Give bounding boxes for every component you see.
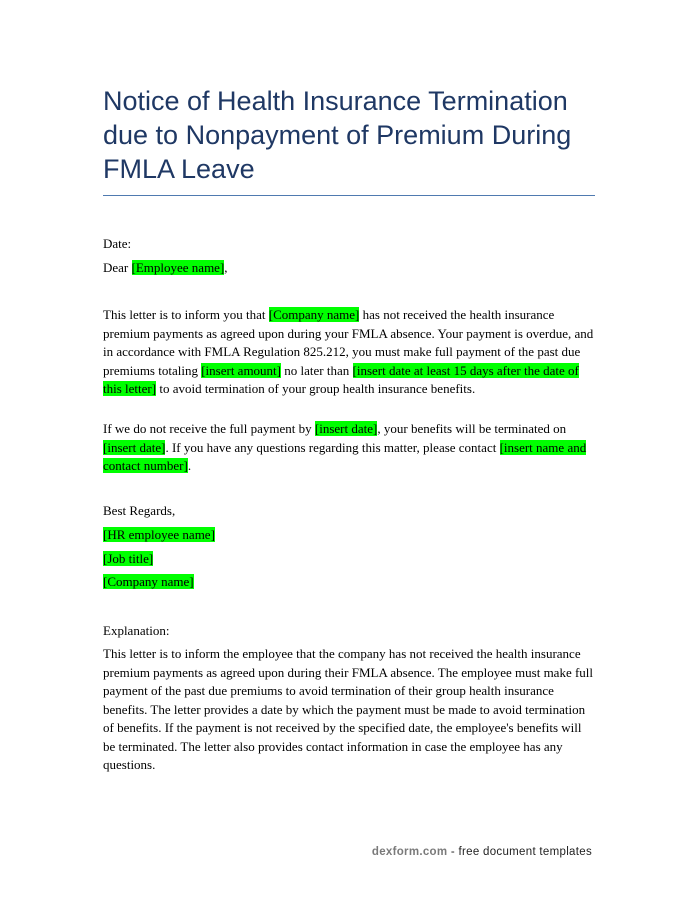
salutation-prefix: Dear (103, 260, 132, 275)
paragraph-2-part-4: . (187, 458, 192, 473)
paragraph-1 (103, 306, 595, 399)
contact-placeholder: [insert name and contact number] (103, 439, 587, 473)
company-name-placeholder: [Company name] (268, 307, 360, 322)
explanation-label: Explanation: (103, 623, 170, 638)
paragraph-2 (103, 420, 595, 476)
amount-placeholder: [insert amount] (201, 362, 282, 378)
paragraph-1-part-4: to avoid termination of your group health insurance benefits. (156, 381, 476, 396)
title-divider (103, 195, 595, 196)
explanation-text: This letter is to inform the employee that the company has not received the health insurance premium payments as agreed upon during their FMLA absence. The employee must make full payment of the past due premiums to avoid termination of their group health insurance benefits. The letter provides a date by which the payment must be made to avoid termination of benefits. If the payment is not received by the specified date, the employee's benefits will be terminated. The letter also provides contact information in case the employee has any questions. (103, 646, 594, 772)
employee-name-placeholder: [Employee name] (131, 260, 225, 275)
document-title: Notice of Health Insurance Termination due to Nonpayment of Premium During FMLA Leave (103, 86, 572, 184)
paragraph-1-part-3: no later than (281, 362, 353, 378)
footer-tagline: - free document templates (447, 846, 592, 858)
hr-name-placeholder: [HR employee name] (103, 527, 215, 542)
signature-company-placeholder: [Company name] (103, 574, 194, 589)
date-label: Date: (103, 236, 132, 251)
paragraph-1-part-2: has not received the health insurance premium payments as agreed upon during your FMLA absence. Your payment is overdue, and in accordance with FMLA Regulation 825.212, you must make full payment of the past due premiums totaling (103, 307, 594, 378)
paragraph-2-part-1: If we do not receive the full payment by (103, 421, 315, 436)
signature-job-title (103, 550, 595, 569)
footer (372, 846, 592, 858)
closing: Best Regards, (103, 503, 176, 518)
salutation (103, 259, 595, 278)
job-title-placeholder: [Job title] (103, 551, 154, 566)
paragraph-1-part-1: This letter is to inform you that (103, 307, 269, 322)
due-date-placeholder: [insert date at least 15 days after the date of this letter] (103, 362, 579, 396)
termination-date-placeholder: [insert date] (103, 439, 166, 455)
signature-company (103, 573, 595, 592)
signature-hr-name (103, 526, 595, 545)
paragraph-2-part-2: , your benefits will be terminated on (377, 421, 567, 436)
payment-date-placeholder: [insert date] (314, 421, 378, 436)
salutation-suffix: , (224, 260, 228, 275)
footer-brand-link[interactable]: dexform.com (371, 846, 448, 858)
paragraph-2-part-3: . If you have any questions regarding this matter, please contact (165, 439, 500, 455)
